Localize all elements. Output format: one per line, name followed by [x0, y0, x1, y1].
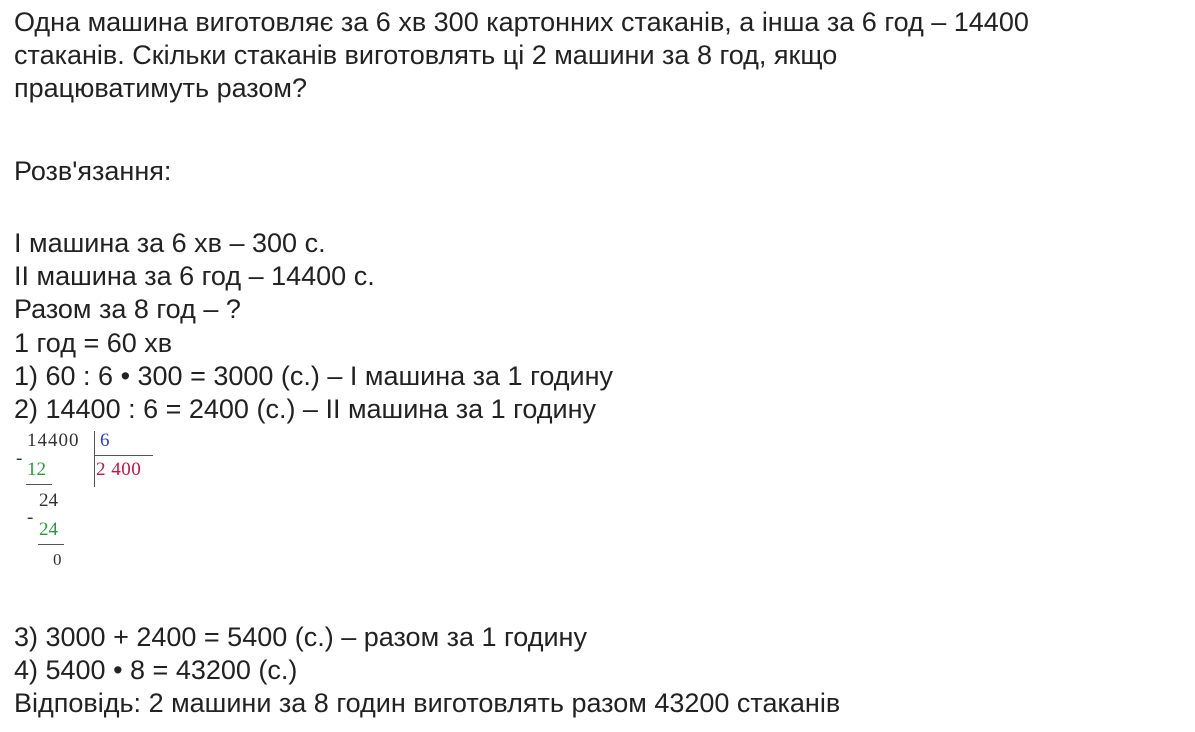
problem-line-3: працюватимуть разом?	[14, 73, 307, 103]
division-remainder-1: 24	[39, 490, 58, 511]
document-page	[14, 6, 1189, 719]
solution-step: 1) 60 : 6 • 300 = 3000 (с.) – І машина за 1 годину	[14, 360, 613, 391]
problem-statement	[14, 6, 1189, 105]
minus-sign: -	[16, 448, 23, 469]
answer-line: Відповідь: 2 машини за 8 годин виготовлять разом 43200 стаканів	[14, 688, 841, 719]
division-underline-2	[38, 544, 64, 545]
solution-step: 3) 3000 + 2400 = 5400 (с.) – разом за 1 годину	[14, 622, 587, 652]
solution-step: 2) 14400 : 6 = 2400 (с.) – ІІ машина за 1 годину	[14, 394, 597, 425]
solution-body	[14, 227, 613, 426]
division-remainder-2: 0	[53, 550, 62, 569]
condition-line: Разом за 8 год – ?	[14, 294, 241, 325]
division-vertical-bar	[94, 431, 95, 487]
long-division	[14, 426, 174, 576]
problem-line-1: Одна машина виготовляє за 6 хв 300 картонних стаканів, а інша за 6 год – 14400	[14, 7, 1029, 37]
division-divisor: 6	[100, 430, 110, 451]
solution-final	[14, 621, 840, 721]
division-dividend: 14400	[27, 430, 80, 451]
solution-heading: Розв'язання:	[14, 156, 172, 186]
division-quotient: 2 400	[96, 459, 142, 480]
unit-conversion: 1 год = 60 хв	[14, 327, 173, 358]
condition-line: ІІ машина за 6 год – 14400 с.	[14, 261, 375, 292]
division-quotient-bar	[94, 455, 153, 456]
condition-line: І машина за 6 хв – 300 с.	[14, 228, 326, 258]
minus-sign: -	[27, 507, 34, 528]
problem-line-2: стаканів. Скільки стаканів виготовлять ці 2 машини за 8 год, якщо	[14, 40, 838, 70]
division-subtrahend-2: 24	[39, 519, 58, 540]
solution-step: 4) 5400 • 8 = 43200 (с.)	[14, 655, 298, 686]
division-underline-1	[26, 484, 52, 485]
division-subtrahend-1: 12	[27, 459, 46, 480]
